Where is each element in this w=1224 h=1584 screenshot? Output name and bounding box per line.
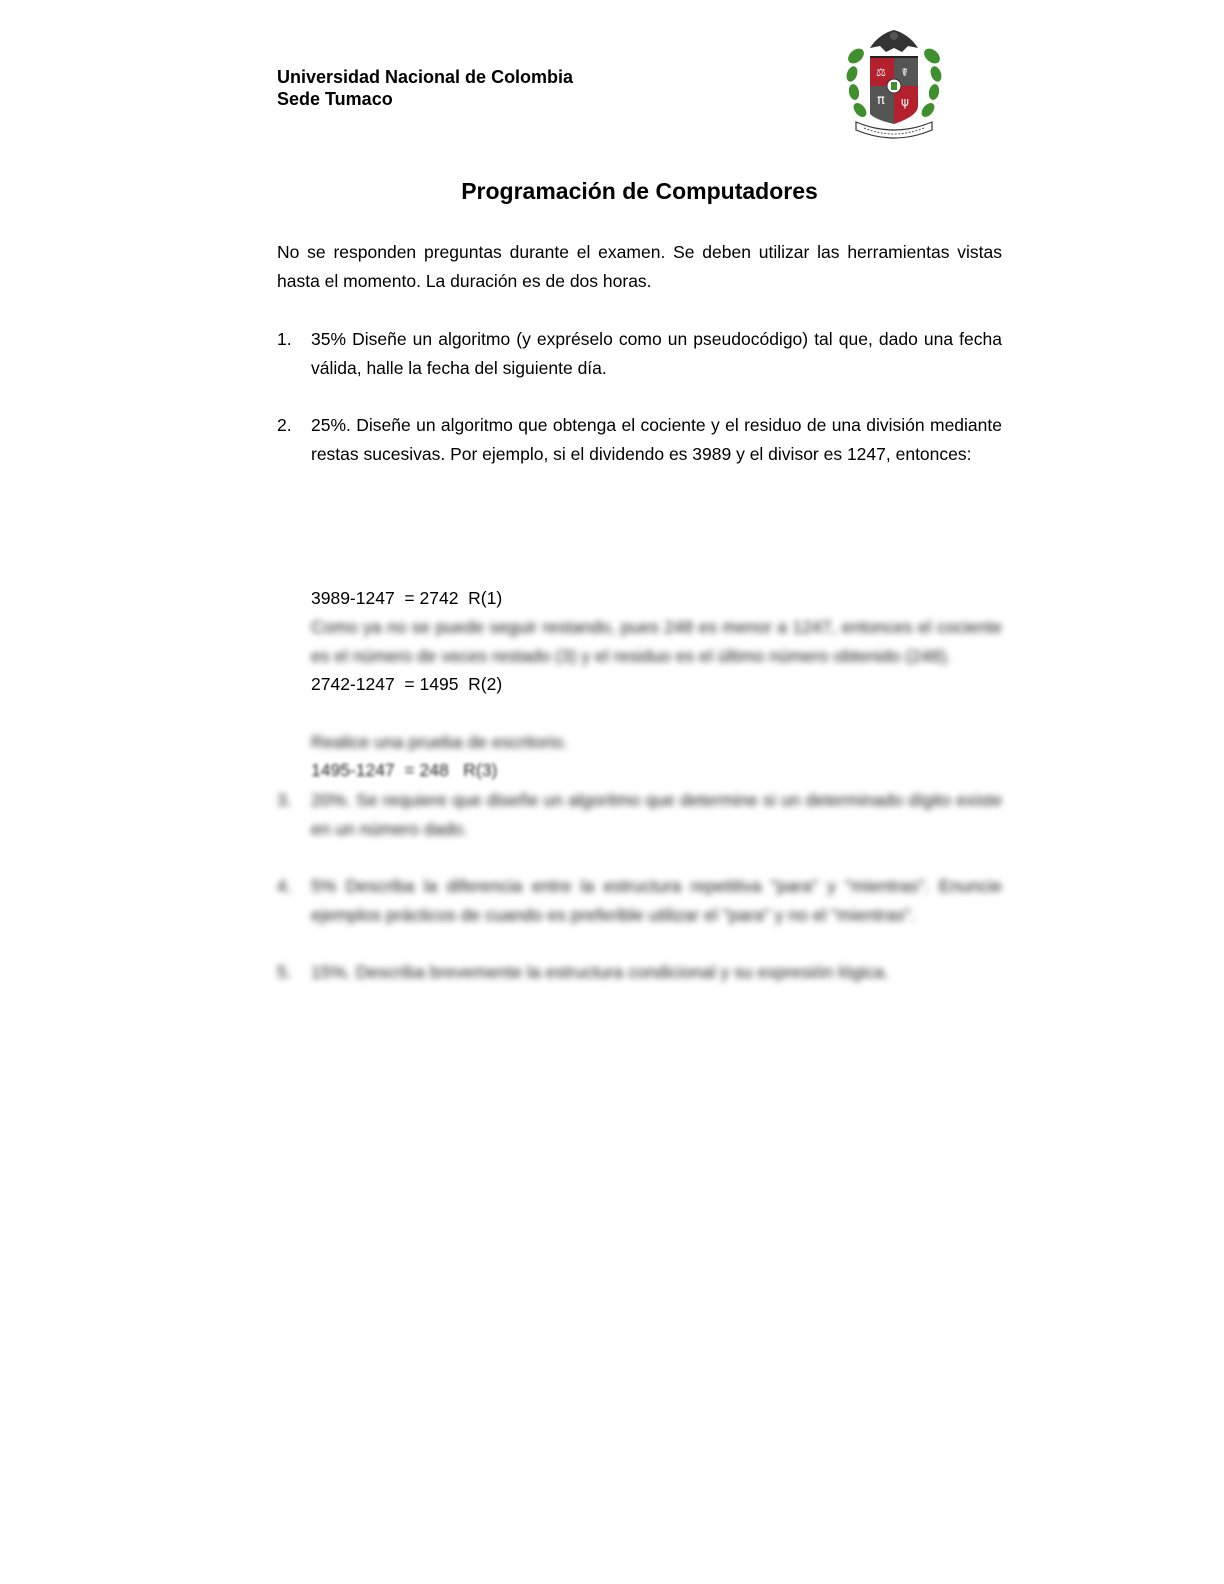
calc-line: 3989-1247 = 2742 R(1) (311, 587, 503, 608)
question-2-followup (277, 728, 1002, 757)
exam-instructions: No se responden preguntas durante el examen. Se deben utilizar las herramientas vistas hasta el momento. La duración es de dos horas. (277, 242, 1002, 291)
calc-line: 1495-1247 = 248 R(3) (311, 760, 498, 781)
university-seal-icon (846, 26, 942, 142)
question-2-explanation (277, 613, 1002, 671)
question-number: 1. (277, 329, 292, 349)
institution-campus: Sede Tumaco (277, 89, 393, 109)
question-number: 2. (277, 415, 292, 435)
question-4 (277, 872, 1002, 930)
question-1 (277, 325, 1002, 383)
calc-line: 2742-1247 = 1495 R(2) (311, 673, 503, 694)
svg-text:ψ: ψ (901, 95, 909, 109)
question-5 (277, 958, 1002, 987)
svg-text:☤: ☤ (901, 66, 909, 79)
question-text: 25%. Diseñe un algoritmo que obtenga el cociente y el residuo de una división mediante restas sucesivas. Por ejemplo, si el dividendo es 3989 y el divisor es 1247, entonces: (311, 415, 1002, 464)
question-text: 5% Describa la diferencia entre la estructura repetitiva "para" y "mientras". Enuncie ejemplos prácticos de cuando es preferible utilizar el "para" y no el "mientras". (311, 876, 1002, 925)
question-number: 3. (277, 790, 292, 810)
question-2 (277, 411, 1002, 469)
institution-name: Universidad Nacional de Colombia (277, 67, 574, 87)
svg-text:⚖: ⚖ (876, 66, 886, 79)
svg-text:π: π (877, 93, 885, 108)
question-number: 4. (277, 876, 292, 896)
followup-text: Realice una prueba de escritorio. (311, 732, 568, 752)
question-text: 20%. Se requiere que diseñe un algoritmo que determine si un determinado dígito existe en un número dado. (311, 790, 1002, 839)
question-text: 15%. Describa brevemente la estructura condicional y su expresión lógica. (311, 962, 889, 982)
question-3 (277, 786, 1002, 844)
document-title: Programación de Computadores (461, 178, 818, 204)
question-number: 5. (277, 962, 292, 982)
explanation-text: Como ya no se puede seguir restando, pues 248 es menor a 1247, entonces el cociente es el número de veces restado (3) y el residuo es el último número obtenido (248). (311, 617, 1002, 666)
institution-header (277, 66, 573, 110)
question-text: 35% Diseñe un algoritmo (y expréselo como un pseudocódigo) tal que, dado una fecha válida, halle la fecha del siguiente día. (311, 329, 1002, 378)
